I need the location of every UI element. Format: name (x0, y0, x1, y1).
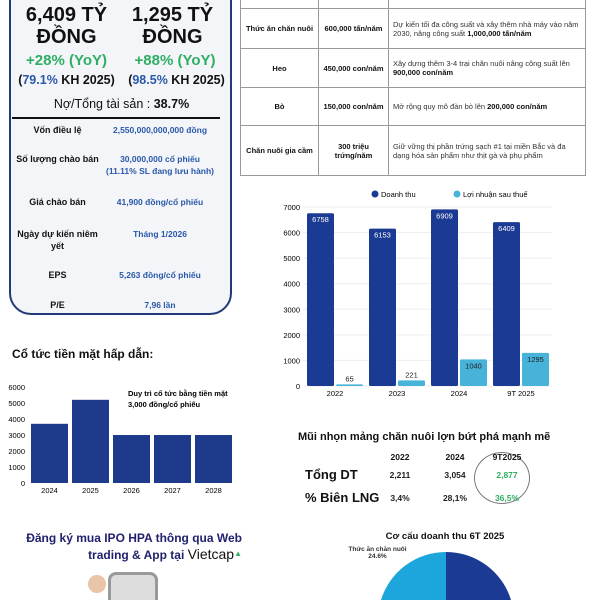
annotation: Duy trì cổ tức bằng tiền mặt (128, 389, 228, 398)
y-tick-label: 1000 (8, 463, 25, 472)
x-tick-label: 2024 (450, 389, 468, 398)
info-value-text: 7,96 lần (144, 300, 176, 310)
legend-marker (454, 191, 461, 198)
info-value (95, 124, 225, 136)
data-label: 65 (345, 374, 354, 384)
row-value: 3,4% (390, 493, 410, 503)
y-tick-label: 3000 (283, 305, 300, 315)
y-tick-label: 6000 (8, 383, 25, 392)
table-row (241, 88, 586, 126)
year-header: 2024 (445, 452, 465, 462)
y-tick-label: 4000 (8, 415, 25, 424)
table-row (241, 49, 586, 88)
data-label: 1040 (465, 361, 482, 371)
segment: Thức ăn chăn nuôi (241, 9, 319, 49)
x-tick-label: 9T 2025 (507, 389, 535, 398)
pie-title: Cơ cấu doanh thu 6T 2025 (385, 531, 505, 542)
revenue-plan: (79.1% KH 2025) (18, 73, 115, 87)
capacity: 600,000 tấn/năm (319, 9, 389, 49)
data-label: 6153 (374, 230, 391, 240)
y-tick-label: 2000 (8, 447, 25, 456)
y-tick-label: 2000 (283, 330, 300, 340)
y-tick-label: 3000 (8, 431, 25, 440)
bar (195, 435, 232, 483)
y-tick-label: 0 (20, 479, 25, 488)
profit-value: 1,295 TỶ ĐỒNG (131, 4, 214, 48)
x-tick-label: 2027 (164, 486, 181, 495)
capacity: 450,000 con/năm (319, 49, 389, 88)
revenue-growth: +28% (YoY) (26, 52, 107, 69)
info-value (95, 196, 225, 208)
bar (113, 435, 150, 483)
segment: Heo (241, 49, 319, 88)
y-tick-label: 1000 (283, 356, 300, 366)
legend-label: Lợi nhuận sau thuế (463, 190, 528, 199)
annotation: 3,000 đồng/cổ phiếu (128, 400, 201, 409)
data-label: 6909 (436, 211, 453, 221)
bar (336, 384, 363, 386)
ipo-cta[interactable]: Đăng ký mua IPO HPA thông qua Web trading & App tại Vietcap▲ (26, 531, 242, 562)
plan: Xây dựng thêm 3-4 trại chăn nuôi nâng công suất lên 900,000 con/năm (389, 49, 586, 88)
plan: Mở rộng quy mô đàn bò lên 200,000 con/năm (389, 88, 586, 126)
bar (369, 229, 396, 386)
dividend-chart (0, 375, 250, 500)
info-value-text: 2,550,000,000,000 đồng (112, 125, 208, 135)
year-header: 9T2025 (492, 452, 522, 462)
debt-ratio: Nợ/Tổng tài sản : 38.7% (53, 97, 190, 111)
x-tick-label: 2025 (82, 486, 99, 495)
bar (398, 380, 425, 386)
segment: Chăn nuôi gia cầm (241, 126, 319, 176)
legend-label: Doanh thu (381, 190, 416, 199)
row-value: 2,211 (389, 470, 411, 480)
bar (493, 222, 520, 386)
year-header: 2022 (390, 452, 410, 462)
y-tick-label: 5000 (8, 399, 25, 408)
info-value (95, 228, 225, 240)
capacity-table (240, 0, 586, 176)
phone-illustration (108, 572, 158, 600)
revenue-profit-chart (270, 185, 600, 400)
profit-plan: (98.5% KH 2025) (128, 73, 225, 87)
y-tick-label: 7000 (283, 203, 300, 212)
capacity: 150,000 con/năm (319, 88, 389, 126)
info-value-text: 41,900 đồng/cổ phiếu (116, 197, 204, 207)
y-tick-label: 5000 (283, 254, 300, 264)
x-tick-label: 2026 (123, 486, 140, 495)
row-value: 28,1% (442, 493, 468, 503)
data-label: 1295 (527, 354, 544, 364)
pie-slice (446, 552, 511, 600)
info-value (95, 269, 225, 281)
x-tick-label: 2024 (41, 486, 58, 495)
dividend-title: Cổ tức tiền mặt hấp dẫn: (12, 347, 154, 361)
info-label: Số lượng chào bán (16, 154, 99, 164)
info-label: Ngày dự kiến niêm yết (17, 229, 98, 251)
row-label: Tổng DT (305, 467, 358, 482)
vietcap-logo: Vietcap (187, 546, 235, 562)
info-label: EPS (48, 270, 67, 280)
pig-title: Mũi nhọn mảng chăn nuôi lợn bứt phá mạnh mẽ (298, 431, 551, 443)
plan: Dự kiến tối đa công suất và xây thêm nhà máy vào năm 2030, nâng công suất 1,000,000 tấn/năm (389, 9, 586, 49)
info-value-text: 30,000,000 cổ phiếu (120, 154, 200, 164)
capacity: 300 triệu trứng/năm (319, 126, 389, 176)
data-label: 221 (405, 370, 418, 380)
bar (431, 209, 458, 386)
info-value (95, 299, 225, 311)
data-label: 6758 (312, 215, 329, 225)
row-value: 3,054 (444, 470, 466, 480)
info-value-text: 5,263 đồng/cổ phiếu (119, 270, 201, 280)
plan: Giữ vững thị phần trứng sạch #1 tại miền Bắc và đa dạng hóa sản phẩm như thịt gà và phụ phẩm (389, 126, 586, 176)
y-tick-label: 4000 (283, 279, 300, 289)
table-row (241, 126, 586, 176)
data-label: 6409 (498, 224, 515, 234)
logo-triangle-icon: ▲ (234, 549, 242, 558)
bar (154, 435, 191, 483)
info-label: P/E (50, 300, 65, 310)
y-tick-label: 6000 (283, 228, 300, 238)
profit-growth: +88% (YoY) (134, 52, 216, 69)
info-value (95, 153, 225, 177)
bar (307, 213, 334, 386)
table-row (241, 9, 586, 49)
info-label: Vốn điều lệ (33, 125, 82, 135)
segment: Bò (241, 88, 319, 126)
x-tick-label: 2023 (388, 389, 406, 398)
info-label: Giá chào bán (29, 197, 86, 207)
row-value: 2,877 (496, 470, 518, 480)
person-illustration (88, 575, 106, 593)
x-tick-label: 2028 (205, 486, 222, 495)
y-tick-label: 0 (295, 382, 300, 391)
bar (72, 400, 109, 483)
legend-marker (372, 191, 379, 198)
pie-label: Thức ăn chăn nuôi 24.6% (348, 546, 407, 560)
divider (12, 117, 220, 119)
bar (31, 424, 68, 483)
row-label: % Biên LNG (305, 490, 380, 505)
info-value-text: Tháng 1/2026 (133, 229, 187, 239)
info-value-note: (11.11% SL đang lưu hành) (105, 166, 215, 176)
revenue-value: 6,409 TỶ ĐỒNG (25, 4, 108, 48)
x-tick-label: 2022 (326, 389, 344, 398)
row-value: 36,5% (494, 493, 520, 503)
